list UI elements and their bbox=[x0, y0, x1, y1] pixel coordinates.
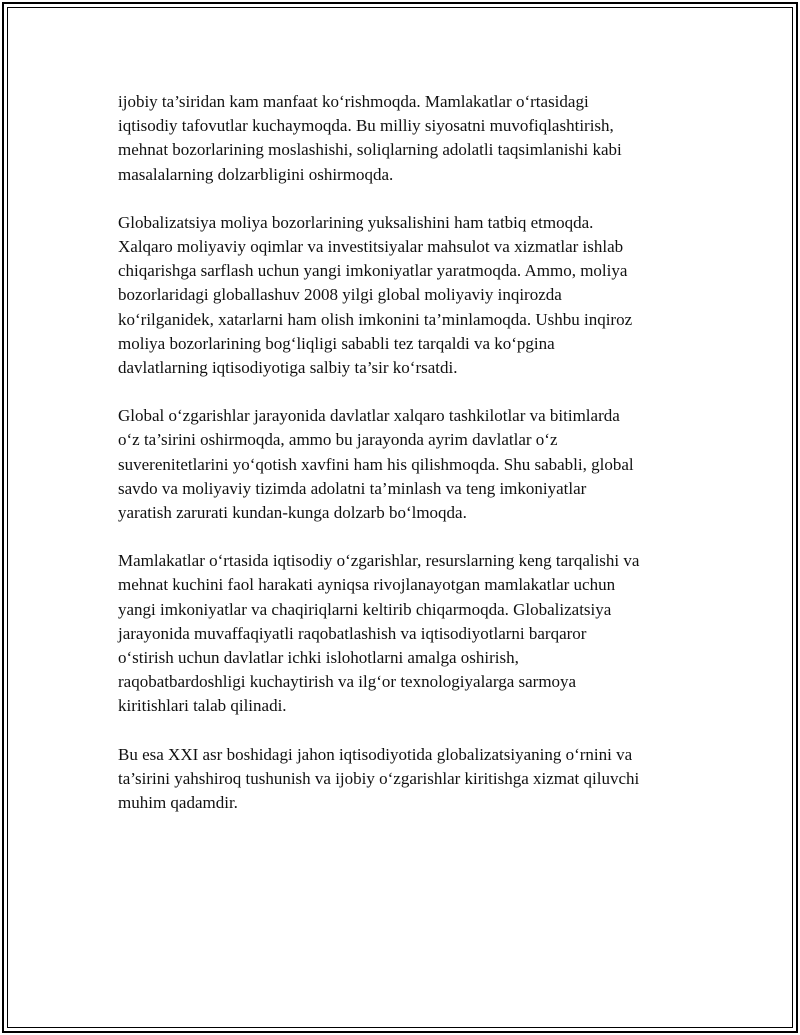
paragraph-3 bbox=[118, 404, 698, 525]
text-line: chiqarishga sarflash uchun yangi imkoniyatlar yaratmoqda. Ammo, moliya bbox=[118, 261, 628, 281]
text-line: savdo va moliyaviy tizimda adolatni ta’minlash va teng imkoniyatlar bbox=[118, 478, 587, 498]
text-line: raqobatbardoshligi kuchaytirish va ilg‘or texnologiyalarga sarmoya bbox=[118, 672, 577, 692]
text-line: davlatlarning iqtisodiyotiga salbiy ta’sir ko‘rsatdi. bbox=[118, 358, 458, 378]
text-line: Global o‘zgarishlar jarayonida davlatlar xalqaro tashkilotlar va bitimlarda bbox=[118, 406, 620, 426]
text-line: bozorlaridagi globallashuv 2008 yilgi global moliyaviy inqirozda bbox=[118, 285, 562, 305]
paragraph-5 bbox=[118, 743, 698, 816]
text-line: yaratish zarurati kundan-kunga dolzarb bo‘lmoqda. bbox=[118, 503, 467, 523]
text-line: suverenitetlarini yo‘qotish xavfini ham his qilishmoqda. Shu sababli, global bbox=[118, 454, 634, 474]
document-body bbox=[118, 90, 698, 839]
text-line: iqtisodiy tafovutlar kuchaymoqda. Bu milliy siyosatni muvofiqlashtirish, bbox=[118, 116, 614, 136]
text-line: kiritishlari talab qilinadi. bbox=[118, 696, 287, 716]
text-line: muhim qadamdir. bbox=[118, 793, 238, 813]
text-line: ijobiy ta’siridan kam manfaat ko‘rishmoqda. Mamlakatlar o‘rtasidagi bbox=[118, 92, 589, 111]
text-line: Bu esa XXI asr boshidagi jahon iqtisodiyotida globalizatsiyaning o‘rnini va bbox=[118, 744, 633, 764]
text-line: moliya bozorlarining bog‘liqligi sababli tez tarqaldi va ko‘pgina bbox=[118, 333, 555, 353]
text-line: jarayonida muvaffaqiyatli raqobatlashish va iqtisodiyotlarni barqaror bbox=[118, 623, 587, 643]
paragraph-4 bbox=[118, 549, 698, 718]
text-line: mehnat kuchini faol harakati ayniqsa rivojlanayotgan mamlakatlar uchun bbox=[118, 575, 616, 595]
text-line: ko‘rilganidek, xatarlarni ham olish imkonini ta’minlamoqda. Ushbu inqiroz bbox=[118, 309, 633, 329]
paragraph-2 bbox=[118, 211, 698, 380]
text-line: o‘stirish uchun davlatlar ichki islohotlarni amalga oshirish, bbox=[118, 648, 519, 668]
paragraph-1 bbox=[118, 90, 698, 187]
text-line: ta’sirini yahshiroq tushunish va ijobiy o‘zgarishlar kiritishga xizmat qiluvchi bbox=[118, 768, 640, 788]
text-line: masalalarning dolzarbligini oshirmoqda. bbox=[118, 164, 394, 184]
text-line: mehnat bozorlarining moslashishi, soliqlarning adolatli taqsimlanishi kabi bbox=[118, 140, 622, 160]
text-line: yangi imkoniyatlar va chaqiriqlarni keltirib chiqarmoqda. Globalizatsiya bbox=[118, 599, 612, 619]
text-line: Mamlakatlar o‘rtasida iqtisodiy o‘zgarishlar, resurslarning keng tarqalishi va bbox=[118, 551, 640, 571]
text-line: Xalqaro moliyaviy oqimlar va investitsiyalar mahsulot va xizmatlar ishlab bbox=[118, 237, 624, 257]
text-line: Globalizatsiya moliya bozorlarining yuksalishini ham tatbiq etmoqda. bbox=[118, 212, 594, 232]
text-line: o‘z ta’sirini oshirmoqda, ammo bu jarayonda ayrim davlatlar o‘z bbox=[118, 430, 558, 450]
